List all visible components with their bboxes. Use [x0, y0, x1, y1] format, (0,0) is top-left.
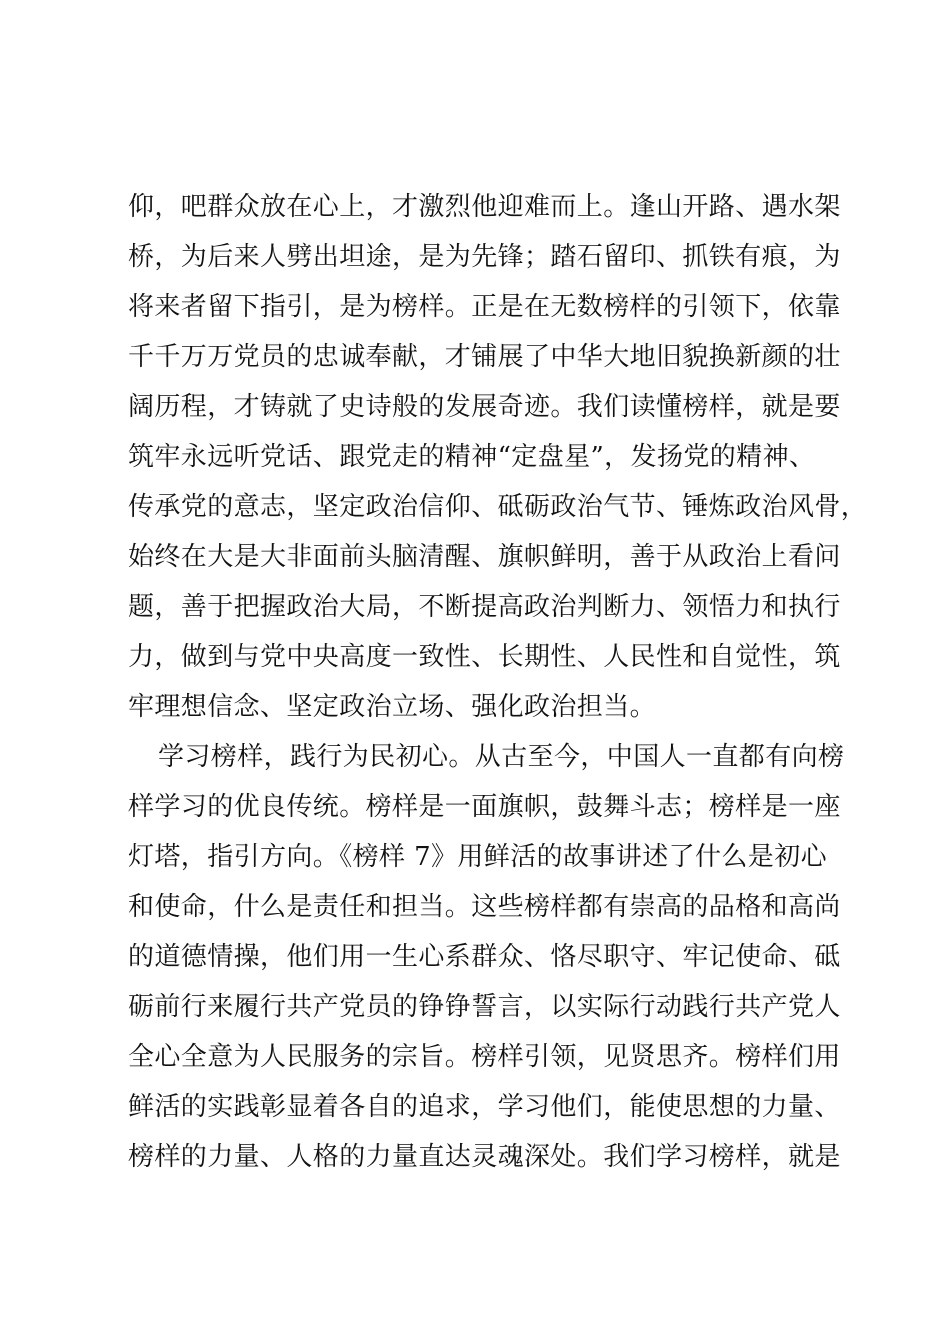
text-line: 砺前行来履行共产党员的铮铮誓言，以实际行动践行共产党人: [128, 992, 841, 1022]
text-line: 样学习的优良传统。榜样是一面旗帜，鼓舞斗志；榜样是一座: [128, 792, 841, 822]
text-line: 千千万万党员的忠诚奉献，才铺展了中华大地旧貌换新颜的壮: [128, 342, 841, 372]
text-line: 牢理想信念、坚定政治立场、强化政治担当。: [128, 692, 657, 722]
text-line: 仰，吧群众放在心上，才激烈他迎难而上。逢山开路、遇水架: [128, 192, 841, 222]
text-line: 始终在大是大非面前头脑清醒、旗帜鲜明，善于从政治上看问: [128, 542, 841, 572]
text-line: 传承党的意志，坚定政治信仰、砥砺政治气节、锤炼政治风骨，: [128, 492, 868, 522]
text-line: 阔历程，才铸就了史诗般的发展奇迹。我们读懂榜样，就是要: [128, 392, 841, 422]
text-line: 鲜活的实践彰显着各自的追求，学习他们，能使思想的力量、: [128, 1092, 841, 1122]
text-line: 将来者留下指引，是为榜样。正是在无数榜样的引领下，依靠: [128, 292, 841, 322]
text-line: 桥，为后来人劈出坦途，是为先锋；踏石留印、抓铁有痕，为: [128, 242, 841, 272]
text-line: 和使命，什么是责任和担当。这些榜样都有崇高的品格和高尚: [128, 892, 841, 922]
text-line: 的道德情操，他们用一生心系群众、恪尽职守、牢记使命、砥: [128, 942, 841, 972]
text-line: 榜样的力量、人格的力量直达灵魂深处。我们学习榜样，就是: [128, 1142, 841, 1172]
text-line: 筑牢永远听党话、跟党走的精神“定盘星”，发扬党的精神、: [128, 442, 816, 472]
text-line: 全心全意为人民服务的宗旨。榜样引领，见贤思齐。榜样们用: [128, 1042, 841, 1072]
text-line: 题，善于把握政治大局，不断提高政治判断力、领悟力和执行: [128, 592, 841, 622]
text-line: 灯塔，指引方向。《榜样 7》用鲜活的故事讲述了什么是初心: [128, 842, 828, 872]
paragraph-first-line: 学习榜样，践行为民初心。从古至今，中国人一直都有向榜: [158, 742, 845, 772]
text-line: 力，做到与党中央高度一致性、长期性、人民性和自觉性，筑: [128, 642, 841, 672]
